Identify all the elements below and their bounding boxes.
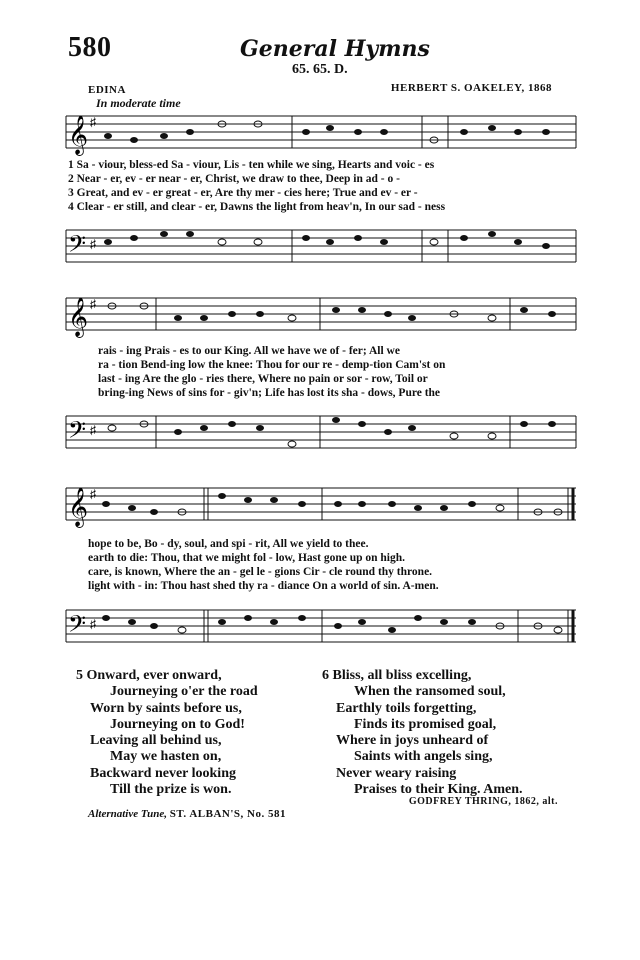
lyric-line: 1 Sa - viour, bless-ed Sa - viour, Lis - ten while we sing, Hearts and voic - es <box>68 159 435 171</box>
verse-6 <box>322 668 523 798</box>
svg-text:♯: ♯ <box>90 617 96 631</box>
treble-staff-1 <box>62 110 582 158</box>
verse-line: Finds its promised goal, <box>354 716 497 732</box>
verse-5 <box>76 668 258 798</box>
lyric-line: light with - in: Thou hast shed thy ra - diance On a world of sin. A-men. <box>88 580 439 592</box>
verse-line: Journeying on to God! <box>110 716 245 732</box>
svg-text:𝄢: 𝄢 <box>68 230 87 263</box>
treble-staff-2 <box>62 292 582 342</box>
svg-text:𝄢: 𝄢 <box>68 610 87 643</box>
svg-text:♯: ♯ <box>90 237 96 251</box>
verse-line: Where in joys unheard of <box>336 733 489 749</box>
tune-name: EDINA <box>88 84 126 96</box>
verse-line: Earthly toils forgetting, <box>336 700 477 716</box>
treble-staff-3 <box>62 482 582 534</box>
svg-text:𝄞: 𝄞 <box>68 297 89 337</box>
meter: 65. 65. D. <box>292 62 348 77</box>
verse-line: 6 Bliss, all bliss excelling, <box>322 668 472 683</box>
verse-line: Journeying o'er the road <box>110 684 258 700</box>
composer: HERBERT S. OAKELEY, 1868 <box>390 82 552 94</box>
hymn-number: 580 <box>68 32 112 63</box>
hymn-author: GODFREY THRING, 1862, alt. <box>408 796 558 807</box>
bass-staff-1 <box>62 222 582 274</box>
svg-text:𝄞: 𝄞 <box>68 487 89 527</box>
alternative-tune <box>88 808 286 820</box>
verse-line: Praises to their King. Amen. <box>354 782 523 798</box>
lyric-line: 4 Clear - er still, and clear - er, Dawns the light from heav'n, In our sad - ness <box>68 201 446 213</box>
alternative-tune-name: ST. ALBAN'S, No. 581 <box>169 808 286 820</box>
svg-text:♯: ♯ <box>90 423 96 437</box>
svg-text:♯: ♯ <box>90 297 96 311</box>
verse-line: When the ransomed soul, <box>354 684 506 700</box>
section-title: General Hymns <box>240 36 430 62</box>
verse-line: Saints with angels sing, <box>354 749 493 765</box>
bass-staff-2 <box>62 408 582 464</box>
bass-staff-3 <box>62 602 582 658</box>
lyric-line: hope to be, Bo - dy, soul, and spi - rit, All we yield to thee. <box>88 538 369 550</box>
alternative-tune-label: Alternative Tune, <box>88 808 168 820</box>
svg-text:♯: ♯ <box>90 115 96 129</box>
lyric-line: earth to die: Thou, that we might fol - low, Hast gone up on high. <box>88 552 406 564</box>
svg-text:𝄞: 𝄞 <box>68 115 89 155</box>
lyric-line: ra - tion Bend-ing low the knee: Thou for our re - demp-tion Cam'st on <box>98 359 446 371</box>
verse-line: May we hasten on, <box>110 749 222 765</box>
lyric-line: last - ing Are the glo - ries there, Where no pain or sor - row, Toil or <box>98 373 428 385</box>
lyric-line: care, is known, Where the an - gel le - gions Cir - cle round thy throne. <box>88 566 433 578</box>
lyric-line: 2 Near - er, ev - er near - er, Christ, we draw to thee, Deep in ad - o - <box>68 173 400 185</box>
verse-line: Leaving all behind us, <box>90 733 222 749</box>
verse-line: Worn by saints before us, <box>90 700 242 716</box>
tempo-marking: In moderate time <box>96 96 181 110</box>
svg-text:♯: ♯ <box>90 487 96 501</box>
verse-line: Backward never looking <box>90 765 236 781</box>
verse-line: Never weary raising <box>336 765 457 781</box>
svg-text:𝄢: 𝄢 <box>68 416 87 449</box>
lyric-line: rais - ing Prais - es to our King. All we have we of - fer; All we <box>98 345 400 357</box>
lyric-line: 3 Great, and ev - er great - er, Are thy mer - cies here; True and ev - er - <box>68 187 418 199</box>
lyric-line: bring-ing News of sins for - giv'n; Life has lost its sha - dows, Pure the <box>98 387 441 399</box>
verse-line: 5 Onward, ever onward, <box>76 668 222 683</box>
verse-line: Till the prize is won. <box>110 782 232 798</box>
